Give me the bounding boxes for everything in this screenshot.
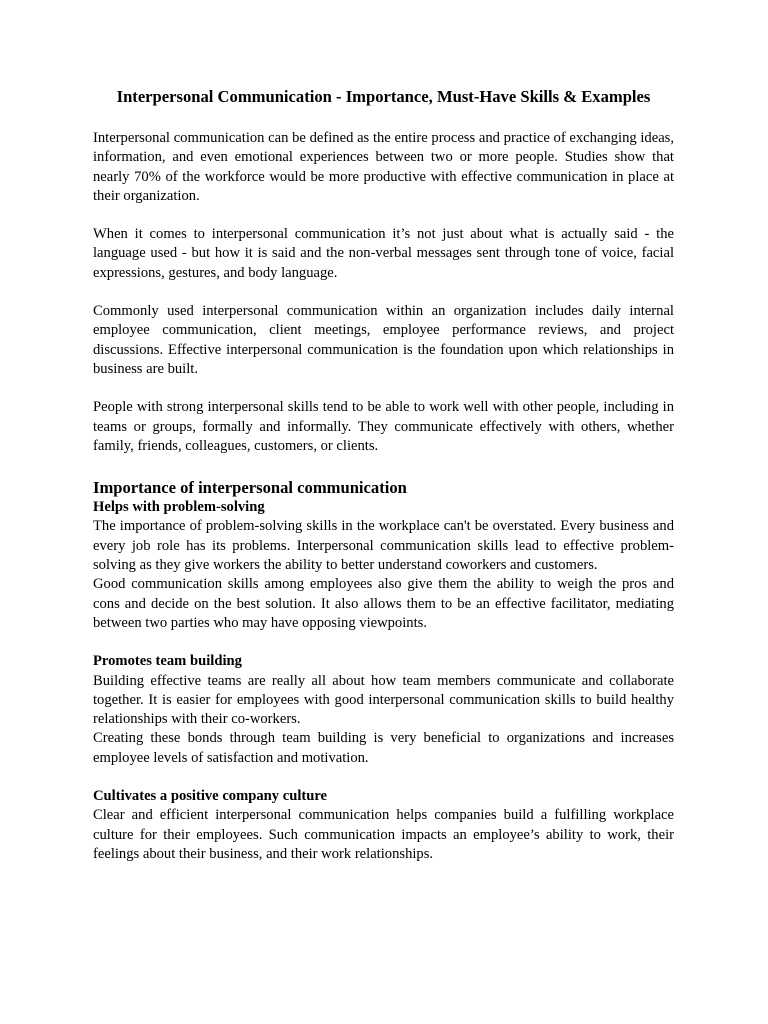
subsection-heading: Helps with problem-solving (93, 499, 265, 516)
subsection-paragraph: The importance of problem-solving skills in the workplace can't be overstated. Every business and every job role has its problems. Interpersonal communication skills lead to effective problem-solving as they give workers the ability to better understand coworkers and customers. (93, 518, 674, 574)
section-heading-importance: Importance of interpersonal communication (93, 478, 407, 498)
subsection-paragraph: Good communication skills among employees also give them the ability to weigh the pros and cons and decide on the best solution. It also allows them to be an effective facilitator, mediating between two parties who may have opposing viewpoints. (93, 576, 674, 631)
intro-paragraph-4: People with strong interpersonal skills tend to be able to work well with other people, including in teams or groups, formally and informally. They communicate effectively with others, whether family, friends, colleagues, customers, or clients. (93, 399, 674, 454)
subsection-team-building (93, 652, 674, 768)
intro-paragraph-1: Interpersonal communication can be defined as the entire process and practice of exchanging ideas, information, and even emotional experiences between two or more people. Studies show that nearly 70% of the workforce would be more productive with effective communication in place at their organization. (93, 130, 674, 204)
subsection-problem-solving (93, 498, 674, 633)
document-title: Interpersonal Communication - Importance, Must-Have Skills & Examples (116, 87, 651, 106)
intro-paragraph-3: Commonly used interpersonal communication within an organization includes daily internal employee communication, client meetings, employee performance reviews, and project discussions. Effective interpersonal communication is the foundation upon which relationships in business are built. (93, 303, 674, 377)
subsection-paragraph: Building effective teams are really all about how team members communicate and collaborate together. It is easier for employees with good interpersonal communication skills to build healthy relationships with their co-workers. (93, 672, 674, 728)
subsection-paragraph: Clear and efficient interpersonal communication helps companies build a fulfilling workplace culture for their employees. Such communication impacts an employee’s ability to work, their feelings about their business, and their work relationships. (93, 807, 674, 862)
intro-paragraph-2: When it comes to interpersonal communication it’s not just about what is actually said - the language used - but how it is said and the non-verbal messages sent through tone of voice, facial expressions, gestures, and body language. (93, 226, 674, 281)
subsection-paragraph: Creating these bonds through team building is very beneficial to organizations and increases employee levels of satisfaction and motivation. (93, 730, 674, 766)
subsection-company-culture (93, 787, 674, 864)
document-page (93, 86, 674, 883)
subsection-heading: Cultivates a positive company culture (93, 788, 328, 805)
subsection-heading: Promotes team building (93, 653, 242, 670)
